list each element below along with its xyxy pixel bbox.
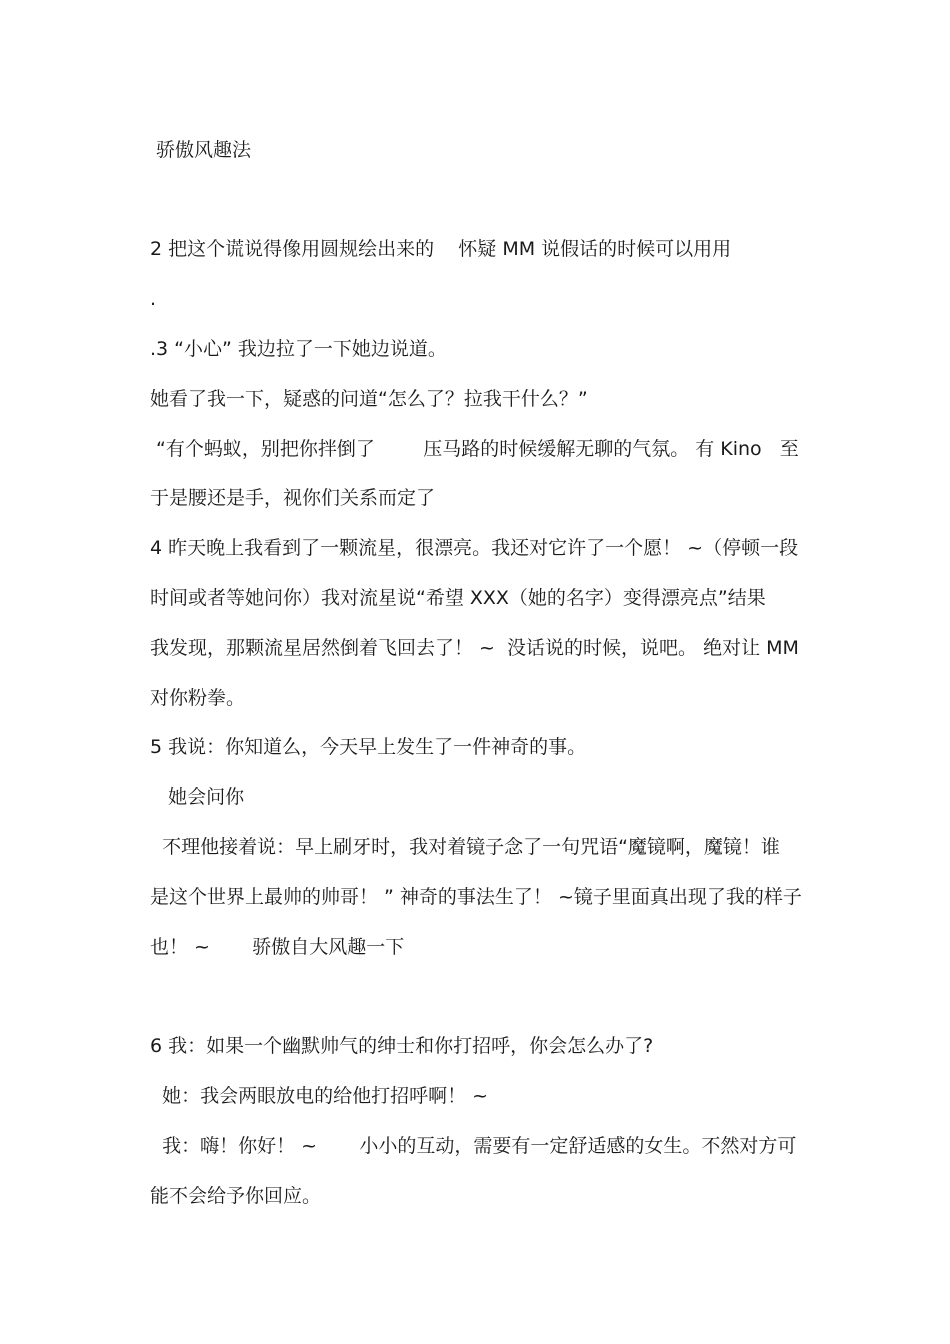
paragraph-line: 时间或者等她问你）我对流星说“希望 XXX（她的名字）变得漂亮点”结果 — [150, 587, 766, 609]
paragraph-line: 是这个世界上最帅的帅哥！ ” 神奇的事法生了！ ~镜子里面真出现了我的样子 — [150, 886, 802, 908]
paragraph-line: 于是腰还是手，视你们关系而定了 — [150, 487, 436, 509]
paragraph-line: . — [150, 288, 157, 310]
paragraph-line: .3 “小心” 我边拉了一下她边说道。 — [150, 338, 447, 360]
paragraph-line: 5 我说：你知道么，今天早上发生了一件神奇的事。 — [150, 736, 587, 758]
paragraph-line: 对你粉拳。 — [150, 687, 246, 709]
paragraph-line: 不理他接着说：早上刷牙时，我对着镜子念了一句咒语“魔镜啊，魔镜！谁 — [150, 836, 780, 858]
paragraph-line: 4 昨天晚上我看到了一颗流星，很漂亮。我还对它许了一个愿！ ~（停顿一段 — [150, 537, 799, 559]
paragraph-line: 她会问你 — [150, 786, 245, 808]
paragraph-line: 能不会给予你回应。 — [150, 1185, 322, 1207]
paragraph-line: 我发现，那颗流星居然倒着飞回去了！ ~ 没话说的时候，说吧。 绝对让 MM — [150, 637, 799, 659]
paragraph-line: 她看了我一下，疑惑的问道“怎么了？拉我干什么？” — [150, 388, 588, 410]
paragraph-line: 2 把这个谎说得像用圆规绘出来的 怀疑 MM 说假话的时候可以用用 — [150, 238, 732, 260]
paragraph-line: 6 我：如果一个幽默帅气的绅士和你打招呼，你会怎么办了? — [150, 1035, 654, 1057]
paragraph-line: 她：我会两眼放电的给他打招呼啊！ ~ — [150, 1085, 489, 1107]
paragraph-line: 我：嗨！你好！ ~ 小小的互动，需要有一定舒适感的女生。不然对方可 — [150, 1135, 797, 1157]
paragraph-line: 也！ ~ 骄傲自大风趣一下 — [150, 936, 405, 958]
paragraph-line: “有个蚂蚁，别把你拌倒了 压马路的时候缓解无聊的气氛。 有 Kino 至 — [150, 438, 799, 460]
document-title: 骄傲风趣法 — [150, 139, 252, 161]
